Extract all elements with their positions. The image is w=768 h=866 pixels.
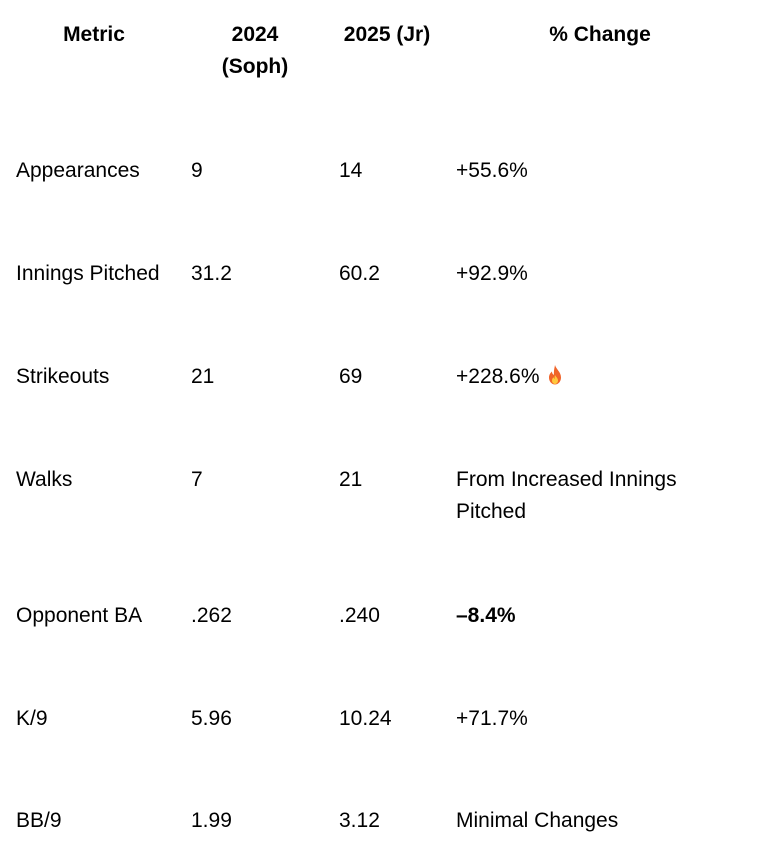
cell-2025: 10.24 <box>339 707 392 730</box>
cell-2024: .262 <box>191 604 232 627</box>
cell-change: +71.7% <box>456 707 528 730</box>
cell-change: +92.9% <box>456 262 528 285</box>
table-header-row <box>0 19 768 89</box>
cell-2024: 7 <box>191 468 203 491</box>
cell-metric: BB/9 <box>16 809 62 832</box>
cell-change <box>456 361 746 393</box>
header-change: % Change <box>549 23 651 46</box>
fire-icon <box>547 363 563 383</box>
cell-change-text: +228.6% <box>456 365 540 388</box>
cell-2024: 31.2 <box>191 262 232 285</box>
cell-change: Minimal Changes <box>456 809 619 832</box>
cell-2024: 1.99 <box>191 809 232 832</box>
cell-2025: .240 <box>339 604 380 627</box>
header-metric: Metric <box>63 23 125 46</box>
cell-2024: 21 <box>191 365 215 388</box>
cell-metric: Walks <box>16 468 73 491</box>
cell-change: +55.6% <box>456 159 528 182</box>
cell-2024: 9 <box>191 159 203 182</box>
cell-metric: Strikeouts <box>16 365 110 388</box>
header-2025: 2025 (Jr) <box>343 23 431 46</box>
cell-2025: 3.12 <box>339 809 380 832</box>
cell-2025: 60.2 <box>339 262 380 285</box>
header-2024-class: (Soph) <box>221 55 289 78</box>
cell-change: –8.4% <box>456 604 516 627</box>
cell-metric: Appearances <box>16 159 140 182</box>
cell-metric: Innings Pitched <box>16 262 160 285</box>
header-2024-year: 2024 <box>231 23 279 46</box>
cell-2025: 14 <box>339 159 363 182</box>
cell-2024: 5.96 <box>191 707 232 730</box>
cell-2025: 69 <box>339 365 363 388</box>
cell-metric: K/9 <box>16 707 48 730</box>
cell-2025: 21 <box>339 468 363 491</box>
cell-change: From Increased Innings Pitched <box>456 468 677 523</box>
cell-metric: Opponent BA <box>16 604 143 627</box>
header-2024 <box>180 19 330 83</box>
